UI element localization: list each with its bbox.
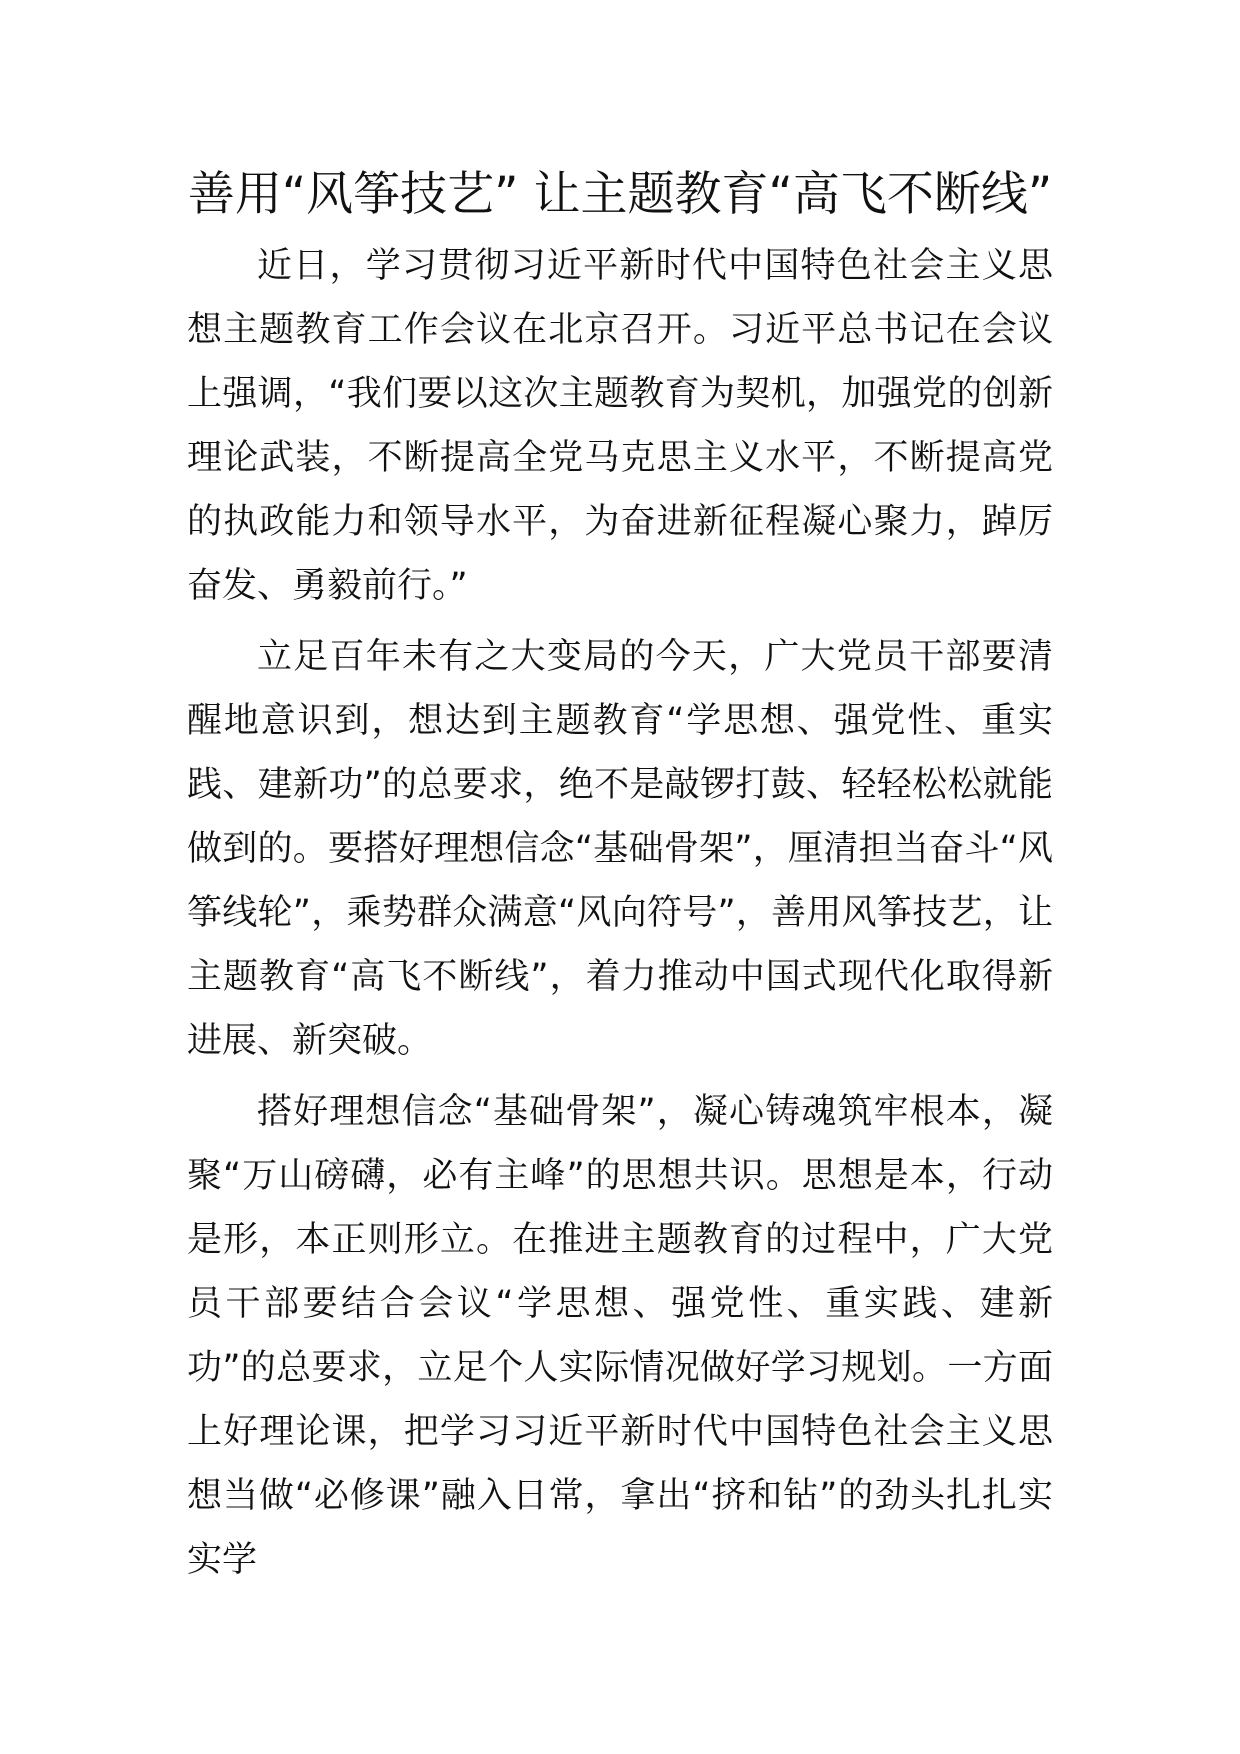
paragraph-1: 近日，学习贯彻习近平新时代中国特色社会主义思想主题教育工作会议在北京召开。习近平总书记在会议上强调，“我们要以这次主题教育为契机，加强党的创新理论武装，不断提高全党马克思主义水平，不断提高党的执政能力和领导水平，为奋进新征程凝心聚力，踔厉奋发、勇毅前行。” — [187, 246, 1053, 606]
paragraph-2: 立足百年未有之大变局的今天，广大党员干部要清醒地意识到，想达到主题教育“学思想、强党性、重实践、建新功”的总要求，绝不是敲锣打鼓、轻轻松松就能做到的。要搭好理想信念“基础骨架”，厘清担当奋斗“风筝线轮”，乘势群众满意“风向符号”，善用风筝技艺，让主题教育“高飞不断线”，着力推动中国式现代化取得新进展、新突破。 — [187, 637, 1053, 1061]
document-title: 善用“风筝技艺” 让主题教育“高飞不断线” — [187, 167, 1053, 222]
document-content — [187, 160, 1053, 1592]
paragraph-3: 搭好理想信念“基础骨架”，凝心铸魂筑牢根本，凝聚“万山磅礴，必有主峰”的思想共识。思想是本，行动是形，本正则形立。在推进主题教育的过程中，广大党员干部要结合会议“学思想、强党性、重实践、建新功”的总要求，立足个人实际情况做好学习规划。一方面上好理论课，把学习习近平新时代中国特色社会主义思想当做“必修课”融入日常，拿出“挤和钻”的劲头扎扎实实学 — [187, 1092, 1053, 1580]
document-body — [187, 234, 1053, 1592]
